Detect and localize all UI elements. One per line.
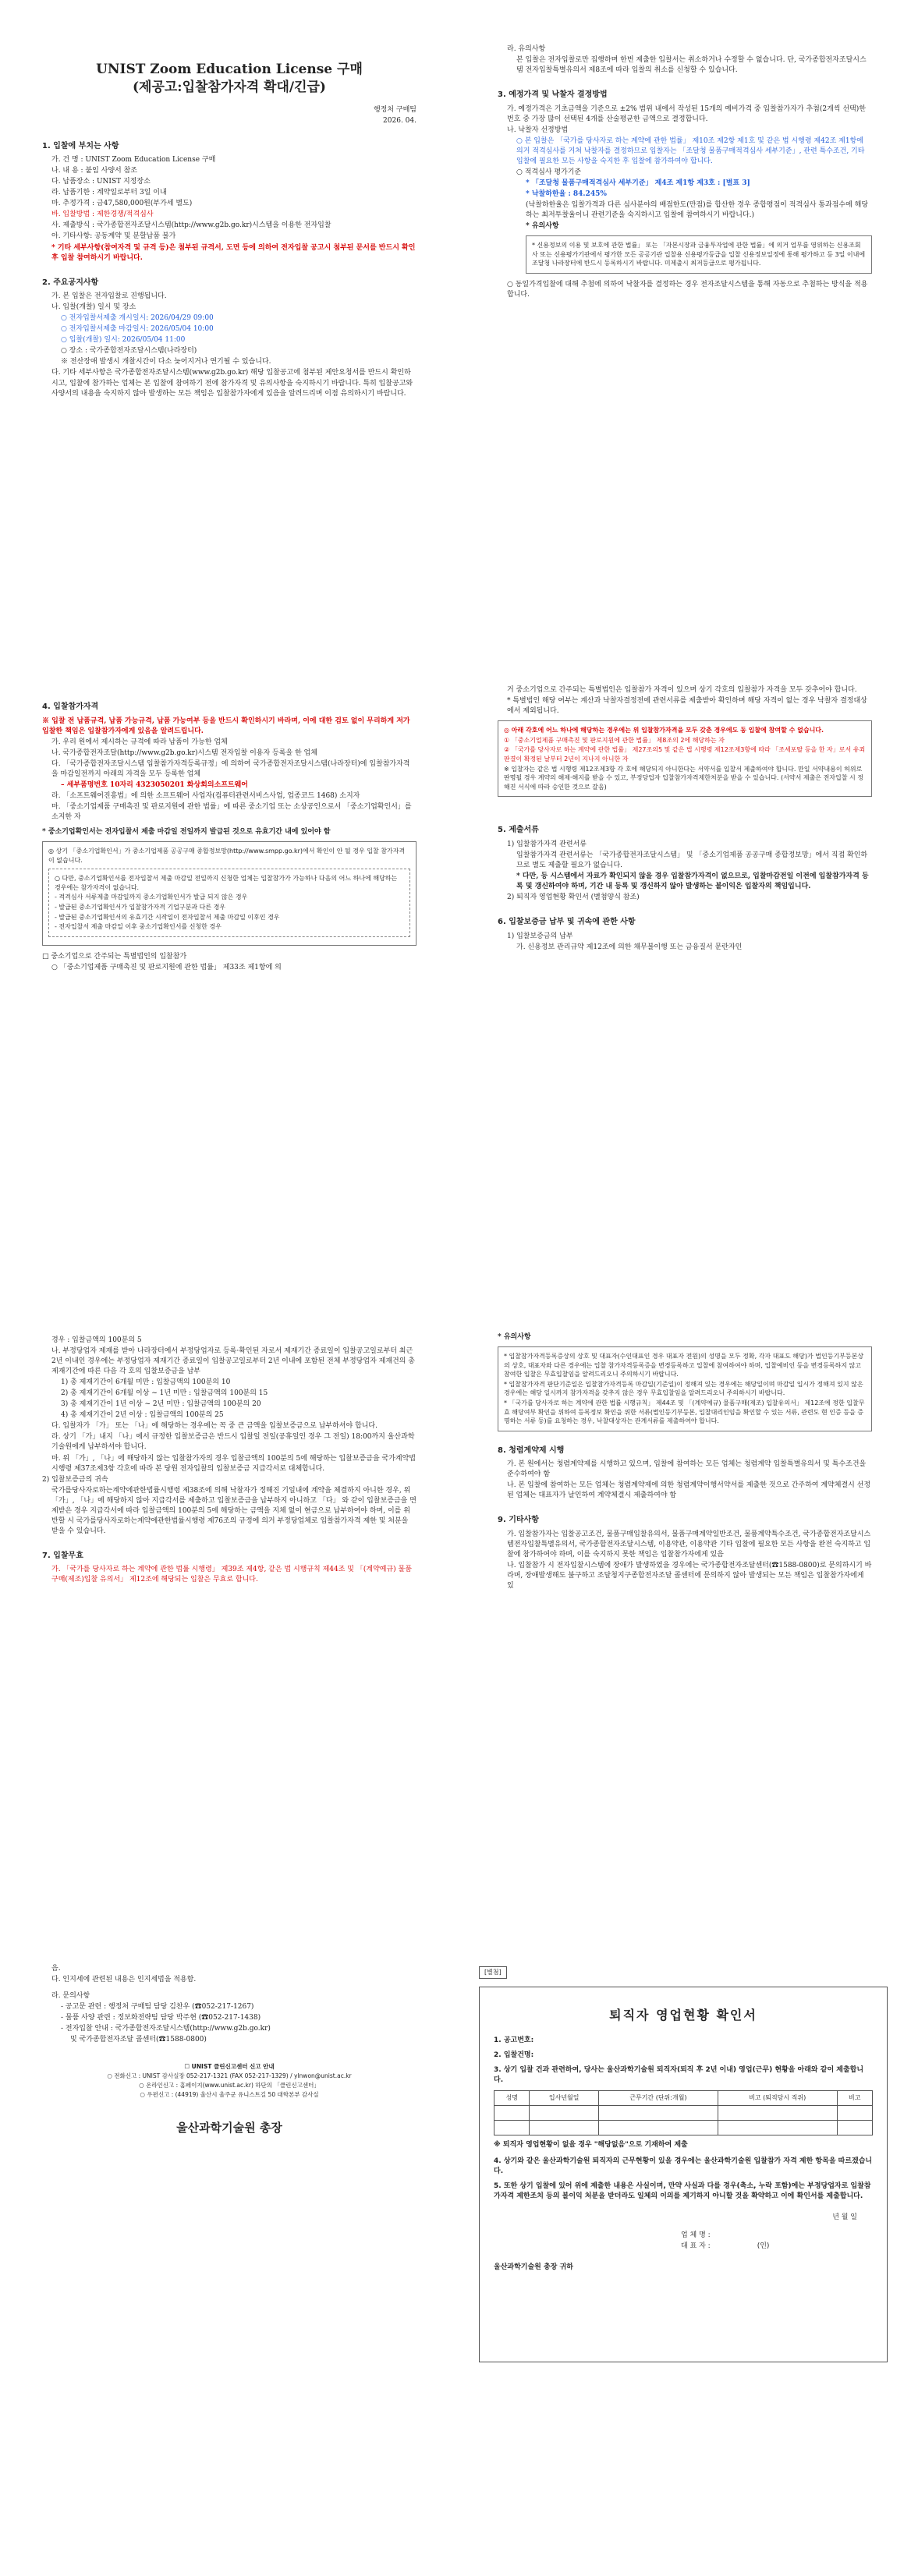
section-5-heading: 5. 제출서류 xyxy=(498,826,539,835)
page-8 xyxy=(456,1932,911,2576)
sme-exception-box: ○ 다만, 중소기업확인서를 전자입찰서 제출 마감일 전일까지 신청한 업체는 입찰참가가 가능하나 다음의 어느 하나에 해당하는 경우에는 참가자격이 없습니다. - 적격심사 서류제출 마감일까지 중소기업확인서가 발급 되지 않은 경우 - 발급된 중소기업확인서가 입찰참가자격 기업구분과 다른 경우 - 발급된 중소기업확인서의 유효기간 시작일이 전자입찰서 제출 마감일 이후인 경우 - 전자입찰서 제출 마감일 이후 중소기업확인서를 신청한 경우 xyxy=(48,869,410,937)
section-8-heading: 8. 청렴계약제 시행 xyxy=(498,1445,565,1455)
page-4: 거 중소기업으로 간주되는 특별법인은 입찰참가 자격이 있으며 상기 각호의 입찰참가 자격을 모두 갖추어야 합니다. * 특별법인 해당 여부는 계산과 낙찰자결정전에 관련서류를 제출받아 확인하며 해당 자격이 없는 경우 낙찰자 결정대상에서 제외됩니다. ◎ 아래 각호에 어느 하나에 해당하는 경우에는 위 입찰참가자격을 모두 갖춘 경우에도 동 입찰에 참여할 수 없습니다. ① 「중소기업제품 구매촉진 및 판로지원에 관한 법률」 제8조의 2에 해당하는 자 ② 「국가를 당사자로 하는 계약에 관한 법률」 제27조의5 및 같은 법 시행령 제12조제3항에 따라 「조세포탈 등을 한 자」로서 유죄판결이 확정된 날부터 2년이 지나지 아니한 자 ※ 입찰자는 같은 법 시행령 제12조제3항 각 호에 해당되지 아니한다는 서약서를 입찰서 제출하여야 합니다. 만일 서약내용이 허위로 판명될 경우 계약의 해제·해지를 받을 수 있고, 부정당업자 입찰참가자격제한처분을 받을 수 있습니다. (서약서 제출은 전자입찰 시 정해진 서식에 따라 승인한 것으로 갈음) 5. 제출서류 1) 입찰참가자격 관련서류 입찰참가자격 관련서류는 「국가종합전자조달시스템」 및 「중소기업제품 공공구매 종합정보망」에서 직접 확인하므로 별도 제출할 필요가 없습니다. * 다만, 등 시스템에서 자료가 확인되지 않을 경우 입찰참가자격이 없으므로, 입찰마감전일 이전에 입찰참가자격 등록 및 갱신하여야 하며, 기간 내 등록 및 갱신하지 않아 발생하는 불이익은 입찰자의 책임입니다. 2) 퇴직자 영업현황 확인서 (별첨양식 참조) 6. 입찰보증금 납부 및 귀속에 관한 사항 1) 입찰보증금의 납부 가. 신용정보 관리규약 제12조에 의한 채무불이행 또는 금융질서 문란자인 xyxy=(456,644,911,1288)
section-6-heading: 6. 입찰보증금 납부 및 귀속에 관한 사항 xyxy=(498,918,636,927)
retiree-table: 성명 입사년월일 근무기간 (단위:개월) 비고 (퇴직당시 직위) 비고 xyxy=(494,2090,873,2135)
invalid-bid-note-box: * 입찰참가자격등록증상의 상호 및 대표자(수인대표인 경우 대표자 전원)의 성명을 모두 정확, 각자 대표도 해당)가 법인등기부등본상의 상호, 대표자와 다른 경우에는 입찰 참가자격등록증을 변경등록하고 입찰에 참여하여야 하며, 입찰예비인 등을 변경등록하지 않고 참여한 입찰은 무효입찰임을 알려드리오니 주의하시기 바랍니다. * 입찰참가자격 판단기준일은 입찰참가자격등록 마감일(기준일)이 정해져 있는 경우에는 해당일이며 마감일 입시가 정해져 있지 않은 경우에는 해당 일시까지 참가자격을 갖추지 않은 경우 무효입찰임을 알려드리오니 주의하시기 바랍니다. * 「국가를 당사자로 하는 계약에 관한 법률 시행규칙」 제44조 및 「(계약예규) 물품구매(제조) 입찰유의서」 제12조에 정한 입찰무효 해당여부 확인을 위하여 등록정보 확인을 위한 서류(법인등기부등본, 입찰대리인임을 확인할 수 있는 서류, 관련도 현 인증 등을 증명하는 서류 등)를 요청하는 경우, 낙찰대상자는 관계서류를 제출하여야 합니다. xyxy=(498,1346,872,1431)
section-1-note: * 기타 세부사항(참여자격 및 규격 등)은 첨부된 규격서, 도면 등에 의하여 전자입찰 공고시 첨부된 문서를 반드시 확인 후 입찰 참여하시기 바랍니다. xyxy=(51,243,416,262)
page-3: 4. 입찰참가자격 ※ 입찰 전 납품규격, 납품 가능규격, 납품 가능여부 등을 반드시 확인하시기 바라며, 이에 대한 검토 없이 무리하게 저가입찰한 책임은 입찰참가자에게 있음을 알려드립니다. 가. 우리 원에서 제시하는 규격에 따라 납품이 가능한 업체 나. 국가종합전자조달(http://www.g2b.go.kr)시스템 전자입찰 이용자 등록을 한 업체 다. 「국가종합전자조달시스템 입찰참가자격등록규정」에 의하여 국가종합전자조달시스템(나라장터)에 입찰참가자격을 마감일전까지 아래의 자격을 모두 등록한 업체 – 세부품명번호 10자리 4323050201 화상회의소프트웨어 라. 「소프트웨어진흥법」에 의한 소프트웨어 사업자(컴퓨터관련서비스사업, 업종코드 1468) 소지자 마. 「중소기업제품 구매촉진 및 판로지원에 관한 법률」에 따른 중소기업 또는 소상공인으로서 「중소기업확인서」를 소지한 자 * 중소기업확인서는 전자입찰서 제출 마감일 전일까지 발급된 것으로 유효기간 내에 있어야 함 ◎ 상기 「중소기업확인서」가 중소기업제품 공공구매 종합정보망(http://www.smpp.go.kr)에서 확인이 안 될 경우 입찰 참가자격이 없습니다. ○ 다만, 중소기업확인서를 전자입찰서 제출 마감일 전일까지 신청한 업체는 입찰참가가 가능하나 다음의 어느 하나에 해당하는 경우에는 참가자격이 없습니다. - 적격심사 서류제출 마감일까지 중소기업확인서가 발급 되지 않은 경우 - 발급된 중소기업확인서가 입찰참가자격 기업구분과 다른 경우 - 발급된 중소기업확인서의 유효기간 시작일이 전자입찰서 제출 마감일 이후인 경우 - 전자입찰서 제출 마감일 이후 중소기업확인서를 신청한 경우 □ 중소기업으로 간주되는 특별법인의 입찰참가 ○ 「중소기업제품 구매촉진 및 판로지원에 관한 법률」 제33조 제1항에 의 xyxy=(0,644,456,1288)
section-2-heading: 2. 주요공지사항 xyxy=(42,278,99,287)
issuer-block: 행정처 구매팀 2026. 04. xyxy=(373,105,417,126)
section-4-heading: 4. 입찰참가자격 xyxy=(42,702,99,711)
document-title: UNIST Zoom Education License 구매 (제공고:입찰참가자격 확대/긴급) xyxy=(96,62,363,95)
page-5: 경우 : 입찰금액의 100분의 5 나. 부정당업자 제재를 받아 나라장터에서 부정당업자로 등록·확인된 자로서 제재기간 종료일이 입찰공고일로부터 최근 2년 이내인 경우에는 부정당업자 제재기간 종료일이 입찰공고일로부터 2년 이내에 포함된 전체 부정당업자 제재건의 총제재기간에 따른 다음 각 호의 입찰보증금을 납부 1) 총 제재기간이 6개월 미만 : 입찰금액의 100분의 10 2) 총 제재기간이 6개월 이상 ~ 1년 미만 : 입찰금액의 100분의 15 3) 총 제재기간이 1년 이상 ~ 2년 미만 : 입찰금액의 100분의 20 4) 총 제재기간이 2년 이상 : 입찰금액의 100분의 25 다. 입찰자가 「가」 또는 「나」에 해당하는 경우에는 꼭 중 큰 금액을 입찰보증금으로 납부하셔야 합니다. 라. 상기 「가」내지 「나」에서 규정한 입찰보증금은 반드시 입찰일 전일(공휴일인 경우 그 전일) 18:00까지 울산과학기술원에게 납부하셔야 합니다. 마. 위 「가」, 「나」에 해당하지 않는 입찰참가자의 경우 입찰금액의 100분의 5에 해당하는 입찰보증금을 국가계약법시행령 제37조제3항 각호에 따라 본 당원 전자입찰의 입찰보증금 지급각서로 대체합니다. 2) 입찰보증금의 귀속 국가를당사자로하는계약에관한법률시행령 제38조에 의해 낙찰자가 정해진 기일내에 계약을 체결하지 아니한 경우, 위 「가」, 「나」에 해당하지 않아 지급각서를 제출하고 입찰보증금을 납부하지 아니하고 「다」 와 같이 입찰보증금을 면제받은 경우 지급각서에 따라 입찰금액의 100분의 5에 해당하는 금액을 지체 없이 현금으로 납부하여야 하며, 이를 위반할 시 국가를당사자로하는계약에관한법률시행령 제76조의 규정에 의거 부정당업체로 입찰참가자격 제한 및 처분을 받을 수 있습니다. 7. 입찰무효 가. 「국가를 당사자로 하는 계약에 관한 법률 시행령」 제39조 제4항, 같은 법 시행규칙 제44조 및 「(계약예규) 물품구매(제조)입찰 유의서」 제12조에 해당되는 입찰은 무효로 합니다. xyxy=(42,1336,417,1584)
section-7-heading: 7. 입찰무효 xyxy=(42,1551,83,1560)
form-title: 퇴직자 영업현황 확인서 xyxy=(609,2008,757,2022)
page-2: 라. 유의사항 본 입찰은 전자입찰로만 집행하며 한번 제출한 입찰서는 취소하거나 수정할 수 없습니다. 단, 국가종합전자조달시스템 전자입찰특별유의서 제8조에 따라 입찰의 취소를 신청할 수 있습니다. 3. 예정가격 및 낙찰자 결정방법 가. 예정가격은 기초금액을 기준으로 ±2% 범위 내에서 작성된 15개의 예비가격 중 입찰참가자가 추첨(2개씩 선택)한 번호 중 가장 많이 선택된 4개를 산술평균한 금액으로 결정합니다. 나. 낙찰자 선정방법 ○ 본 입찰은 「국가를 당사자로 하는 계약에 관한 법률」 제10조 제2항 제1호 및 같은 법 시행령 제42조 제1항에 의거 적격심사를 거쳐 낙찰자를 결정하므로 입찰자는 「조달청 물품구매적격심사 세부기준」, 관련 특수조건, 기타 입찰에 필요한 모든 사항을 숙지한 후 입찰에 참가하여야 합니다. ○ 적격심사 평가기준 * 「조달청 물품구매적격심사 세부기준」 제4조 제1항 제3호 : [별표 3] * 낙찰하한율 : 84.245% (낙찰하한율은 입찰가격과 다른 심사분야의 배점한도(만점)를 합산한 경우 종합평점이 적격심사 통과점수에 해당하는 최저투찰율이니 관련기준을 숙지하시고 입찰에 참여하시기 바랍니다.) * 유의사항 * 신용정보의 이용 및 보호에 관한 법률」 또는 「자본시장과 금융투자업에 관한 법률」에 의거 업무를 영위하는 신용조회사 또는 신용평가기관에서 평가한 모든 공공기관 입찰용 신용평가등급을 입찰 신용정보일정에 통해 평가하고 등 3일 이내에 조달청 나라장터에 반드시 등록하시기 바랍니다. 미제출시 최저등급으로 평가됩니다. ○ 동일가격입찰에 대해 추첨에 의하여 낙찰자를 결정하는 경우 전자조달시스템을 통해 자동으로 추첨하는 방식을 적용합니다. xyxy=(456,0,911,644)
page-7: 음. 다. 인지세에 관련된 내용은 인지세법을 적용함. 라. 문의사항 - 공고문 관련 : 행정처 구매팀 담당 김찬우 (☎052-217-1267) - 물품 사양 관련 : 정보화전략팀 담당 박주현 (☎052-217-1438) - 전자입찰 안내 : 국가종합전자조달시스템(http://www.g2b.go.kr) 및 국가종합전자조달 콜센터(☎1588-0800) ☐ UNIST 클린신고센터 신고 안내 ○ 전화신고 : UNIST 감사실장 052-217-1321 (FAX 052-217-1329) / ylnwon@unist.ac.kr ○ 온라인신고 : 홈페이지(www.unist.ac.kr) 하단의 「클린신고센터」 ○ 우편신고 : (44919) 울산시 울주군 유니스트길 50 대학본부 감사실 울산과학기술원 총장 xyxy=(0,1932,456,2576)
caution-heading: 라. 유의사항 xyxy=(507,45,546,53)
section-4-warning: ※ 입찰 전 납품규격, 납품 가능규격, 납품 가능여부 등을 반드시 확인하시기 바라며, 이에 대한 검토 없이 무리하게 저가입찰한 책임은 입찰참가자에게 있음을 알려드립니다. xyxy=(42,717,410,735)
section-3-heading: 3. 예정가격 및 낙찰자 결정방법 xyxy=(498,90,608,100)
page-1: UNIST Zoom Education License 구매 (제공고:입찰참가자격 확대/긴급) 행정처 구매팀 2026. 04. 1. 입찰에 부치는 사항 가. 건 명 : UNIST Zoom Education License 구매 나. 내 용 : 붙임 사양서 참조 다. 납품장소 : UNIST 지정장소 라. 납품기한 : 계약일로부터 3일 이내 마. 추정가격 : 금47,580,000원(부가세 별도) 바. 입찰방법 : 제한경쟁/적격심사 사. 제출방식 : 국가종합전자조달시스템(http://www.g2b.go.kr)시스템을 이용한 전자입찰 아. 기타사항: 공동계약 및 분할납품 불가 * 기타 세부사항(참여자격 및 규격 등)은 첨부된 규격서, 도면 등에 의하여 전자입찰 공고시 첨부된 문서를 반드시 확인 후 입찰 참여하시기 바랍니다. 2. 주요공지사항 가. 본 입찰은 전자입찰로 진행됩니다. 나. 입찰(개찰) 일시 및 장소 ○ 전자입찰서제출 개시일시: 2026/04/29 09:00 ○ 전자입찰서제출 마감일시: 2026/05/04 10:00 ○ 입찰(개찰) 일시: 2026/05/04 11:00 ○ 장소 : 국가종합전자조달시스템(나라장터) ※ 전산장애 발생시 개찰시간이 다소 늦어지거나 연기될 수 있습니다. 다. 기타 세부사항은 국가종합전자조달시스템(www.g2b.go.kr) 해당 입찰공고에 첨부된 제안요청서를 반드시 확인하시고, 입찰에 참가하는 업체는 본 입찰에 참여하기 전에 참가자격 및 유의사항을 숙지하시기 바랍니다. 특히 입찰공고와 사양서의 내용을 숙지하지 않아 발생하는 모든 책임은 입찰참가자에게 있음을 알려드리며 이점 유의하시기 바랍니다. xyxy=(42,62,417,398)
section-1-heading: 1. 입찰에 부치는 사항 xyxy=(42,141,119,150)
disqualification-box: ◎ 아래 각호에 어느 하나에 해당하는 경우에는 위 입찰참가자격을 모두 갖춘 경우에도 동 입찰에 참여할 수 없습니다. ① 「중소기업제품 구매촉진 및 판로지원에 관한 법률」 제8조의 2에 해당하는 자 ② 「국가를 당사자로 하는 계약에 관한 법률」 제27조의5 및 같은 법 시행령 제12조제3항에 따라 「조세포탈 등을 한 자」로서 유죄판결이 확정된 날부터 2년이 지나지 아니한 자 ※ 입찰자는 같은 법 시행령 제12조제3항 각 호에 해당되지 아니한다는 서약서를 입찰서 제출하여야 합니다. 만일 서약내용이 허위로 판명될 경우 계약의 해제·해지를 받을 수 있고, 부정당업자 입찰참가자격제한처분을 받을 수 있습니다. (서약서 제출은 전자입찰 시 정해진 서식에 따라 승인한 것으로 갈음) xyxy=(498,720,872,797)
credit-note-box: * 신용정보의 이용 및 보호에 관한 법률」 또는 「자본시장과 금융투자업에 관한 법률」에 의거 업무를 영위하는 신용조회사 또는 신용평가기관에서 평가한 모든 공공기관 입찰용 신용평가등급을 입찰 신용정보일정에 통해 평가하고 등 3일 이내에 조달청 나라장터에 반드시 등록하시기 바랍니다. 미제출시 최저등급으로 평가됩니다. xyxy=(526,235,872,274)
attachment-tag: [별첨] xyxy=(479,1966,507,1979)
clean-report-guide: ☐ UNIST 클린신고센터 신고 안내 ○ 전화신고 : UNIST 감사실장 052-217-1321 (FAX 052-217-1329) / ylnwon@unist.ac.kr ○ 온라인신고 : 홈페이지(www.unist.ac.kr) 하단의 「클린신고센터」 ○ 우편신고 : (44919) 울산시 울주군 유니스트길 50 대학본부 감사실 xyxy=(107,2063,352,2099)
page-6: * 유의사항 * 입찰참가자격등록증상의 상호 및 대표자(수인대표인 경우 대표자 전원)의 성명을 모두 정확, 각자 대표도 해당)가 법인등기부등본상의 상호, 대표자와 다른 경우에는 입찰 참가자격등록증을 변경등록하고 입찰에 참여하여야 하며, 입찰예비인 등을 변경등록하지 않고 참여한 입찰은 무효입찰임을 알려드리오니 주의하시기 바랍니다. * 입찰참가자격 판단기준일은 입찰참가자격등록 마감일(기준일)이 정해져 있는 경우에는 해당일이며 마감일 입시가 정해져 있지 않은 경우에는 해당 일시까지 참가자격을 갖추지 않은 경우 무효입찰임을 알려드리오니 주의하시기 바랍니다. * 「국가를 당사자로 하는 계약에 관한 법률 시행규칙」 제44조 및 「(계약예규) 물품구매(제조) 입찰유의서」 제12조에 정한 입찰무효 해당여부 확인을 위하여 등록정보 확인을 위한 서류(법인등기부등본, 입찰대리인임을 확인할 수 있는 서류, 관련도 현 인증 등을 증명하는 서류 등)를 요청하는 경우, 낙찰대상자는 관계서류를 제출하여야 합니다. 8. 청렴계약제 시행 가. 본 원에서는 청렴계약제를 시행하고 있으며, 입찰에 참여하는 모든 업체는 청렴계약 입찰특별유의서 및 특수조건을 준수하여야 함 나. 본 입찰에 참여하는 모든 업체는 청렴계약제에 의한 청렴계약이행서약서를 제출한 것으로 간주하여 계약체결시 선정된 업체는 대표자가 날인하여 계약체결시 제출하여야 함 9. 기타사항 가. 입찰참가자는 입찰공고조건, 물품구매입찰유의서, 물품구매계약일반조건, 물품계약특수조건, 국가종합전자조달시스템전자입찰특별유의서, 국가종합전자조달시스템, 이용약관, 이용약관 기타 입찰에 필요한 모든 사항을 완전 숙지하고 입찰에 참가하여야 하며, 이를 숙지하지 못한 책임은 입찰참가자에게 있음 나. 입찰참가 시 전자입찰시스템에 장애가 발생하였을 경우에는 국가종합전자조달센터(☎1588-0800)로 문의하시기 바라며, 장애발생해도 불구하고 조달청지구종합전자조달 콜센터에 문의하지 않아 발생되는 모든 책임은 입찰참가자에게 있 xyxy=(498,1333,872,1591)
section-9-heading: 9. 기타사항 xyxy=(498,1516,539,1525)
issuing-organization: 울산과학기술원 총장 xyxy=(176,2121,282,2135)
retiree-form: 퇴직자 영업현황 확인서 1. 공고번호: 2. 입찰건명: 3. 상기 입찰 건과 관련하여, 당사는 울산과학기술원 퇴직자(퇴직 후 2년 이내) 영업(근무) 현황을 아래와 같이 제출합니다. 성명 입사년월일 근무기간 (단위:개월) 비고 (퇴직당시 직위) 비고 ※ 퇴직자 영업현황이 없을 경우 "해당없음"으로 기재하여 제출 4. 상기와 같은 울산과학기술원 퇴직자의 근무현황이 있을 경우에는 울산과학기술원 입찰참가 자격 제한 항목을 따르겠습니다. 5. 또한 상기 입찰에 있어 위에 제출한 내용은 사실이며, 만약 사실과 다를 경우(축소, 누락 포함)에는 부정당업자로 입찰참가자격 제한조치 등의 불이익 처분을 받더라도 일체의 이의를 제기하지 아니할 것을 확약하고 이에 확인서를 제출합니다. 년 월 일 업 체 명 : 대 표 자 : (인) 울산과학기술원 총장 귀하 xyxy=(479,1987,888,2362)
sme-certificate-box: ◎ 상기 「중소기업확인서」가 중소기업제품 공공구매 종합정보망(http://www.smpp.go.kr)에서 확인이 안 될 경우 입찰 참가자격이 없습니다. ○ 다만, 중소기업확인서를 전자입찰서 제출 마감일 전일까지 신청한 업체는 입찰참가가 가능하나 다음의 어느 하나에 해당하는 경우에는 참가자격이 없습니다. - 적격심사 서류제출 마감일까지 중소기업확인서가 발급 되지 않은 경우 - 발급된 중소기업확인서가 입찰참가자격 기업구분과 다른 경우 - 발급된 중소기업확인서의 유효기간 시작일이 전자입찰서 제출 마감일 이후인 경우 - 전자입찰서 제출 마감일 이후 중소기업확인서를 신청한 경우 xyxy=(42,841,417,946)
